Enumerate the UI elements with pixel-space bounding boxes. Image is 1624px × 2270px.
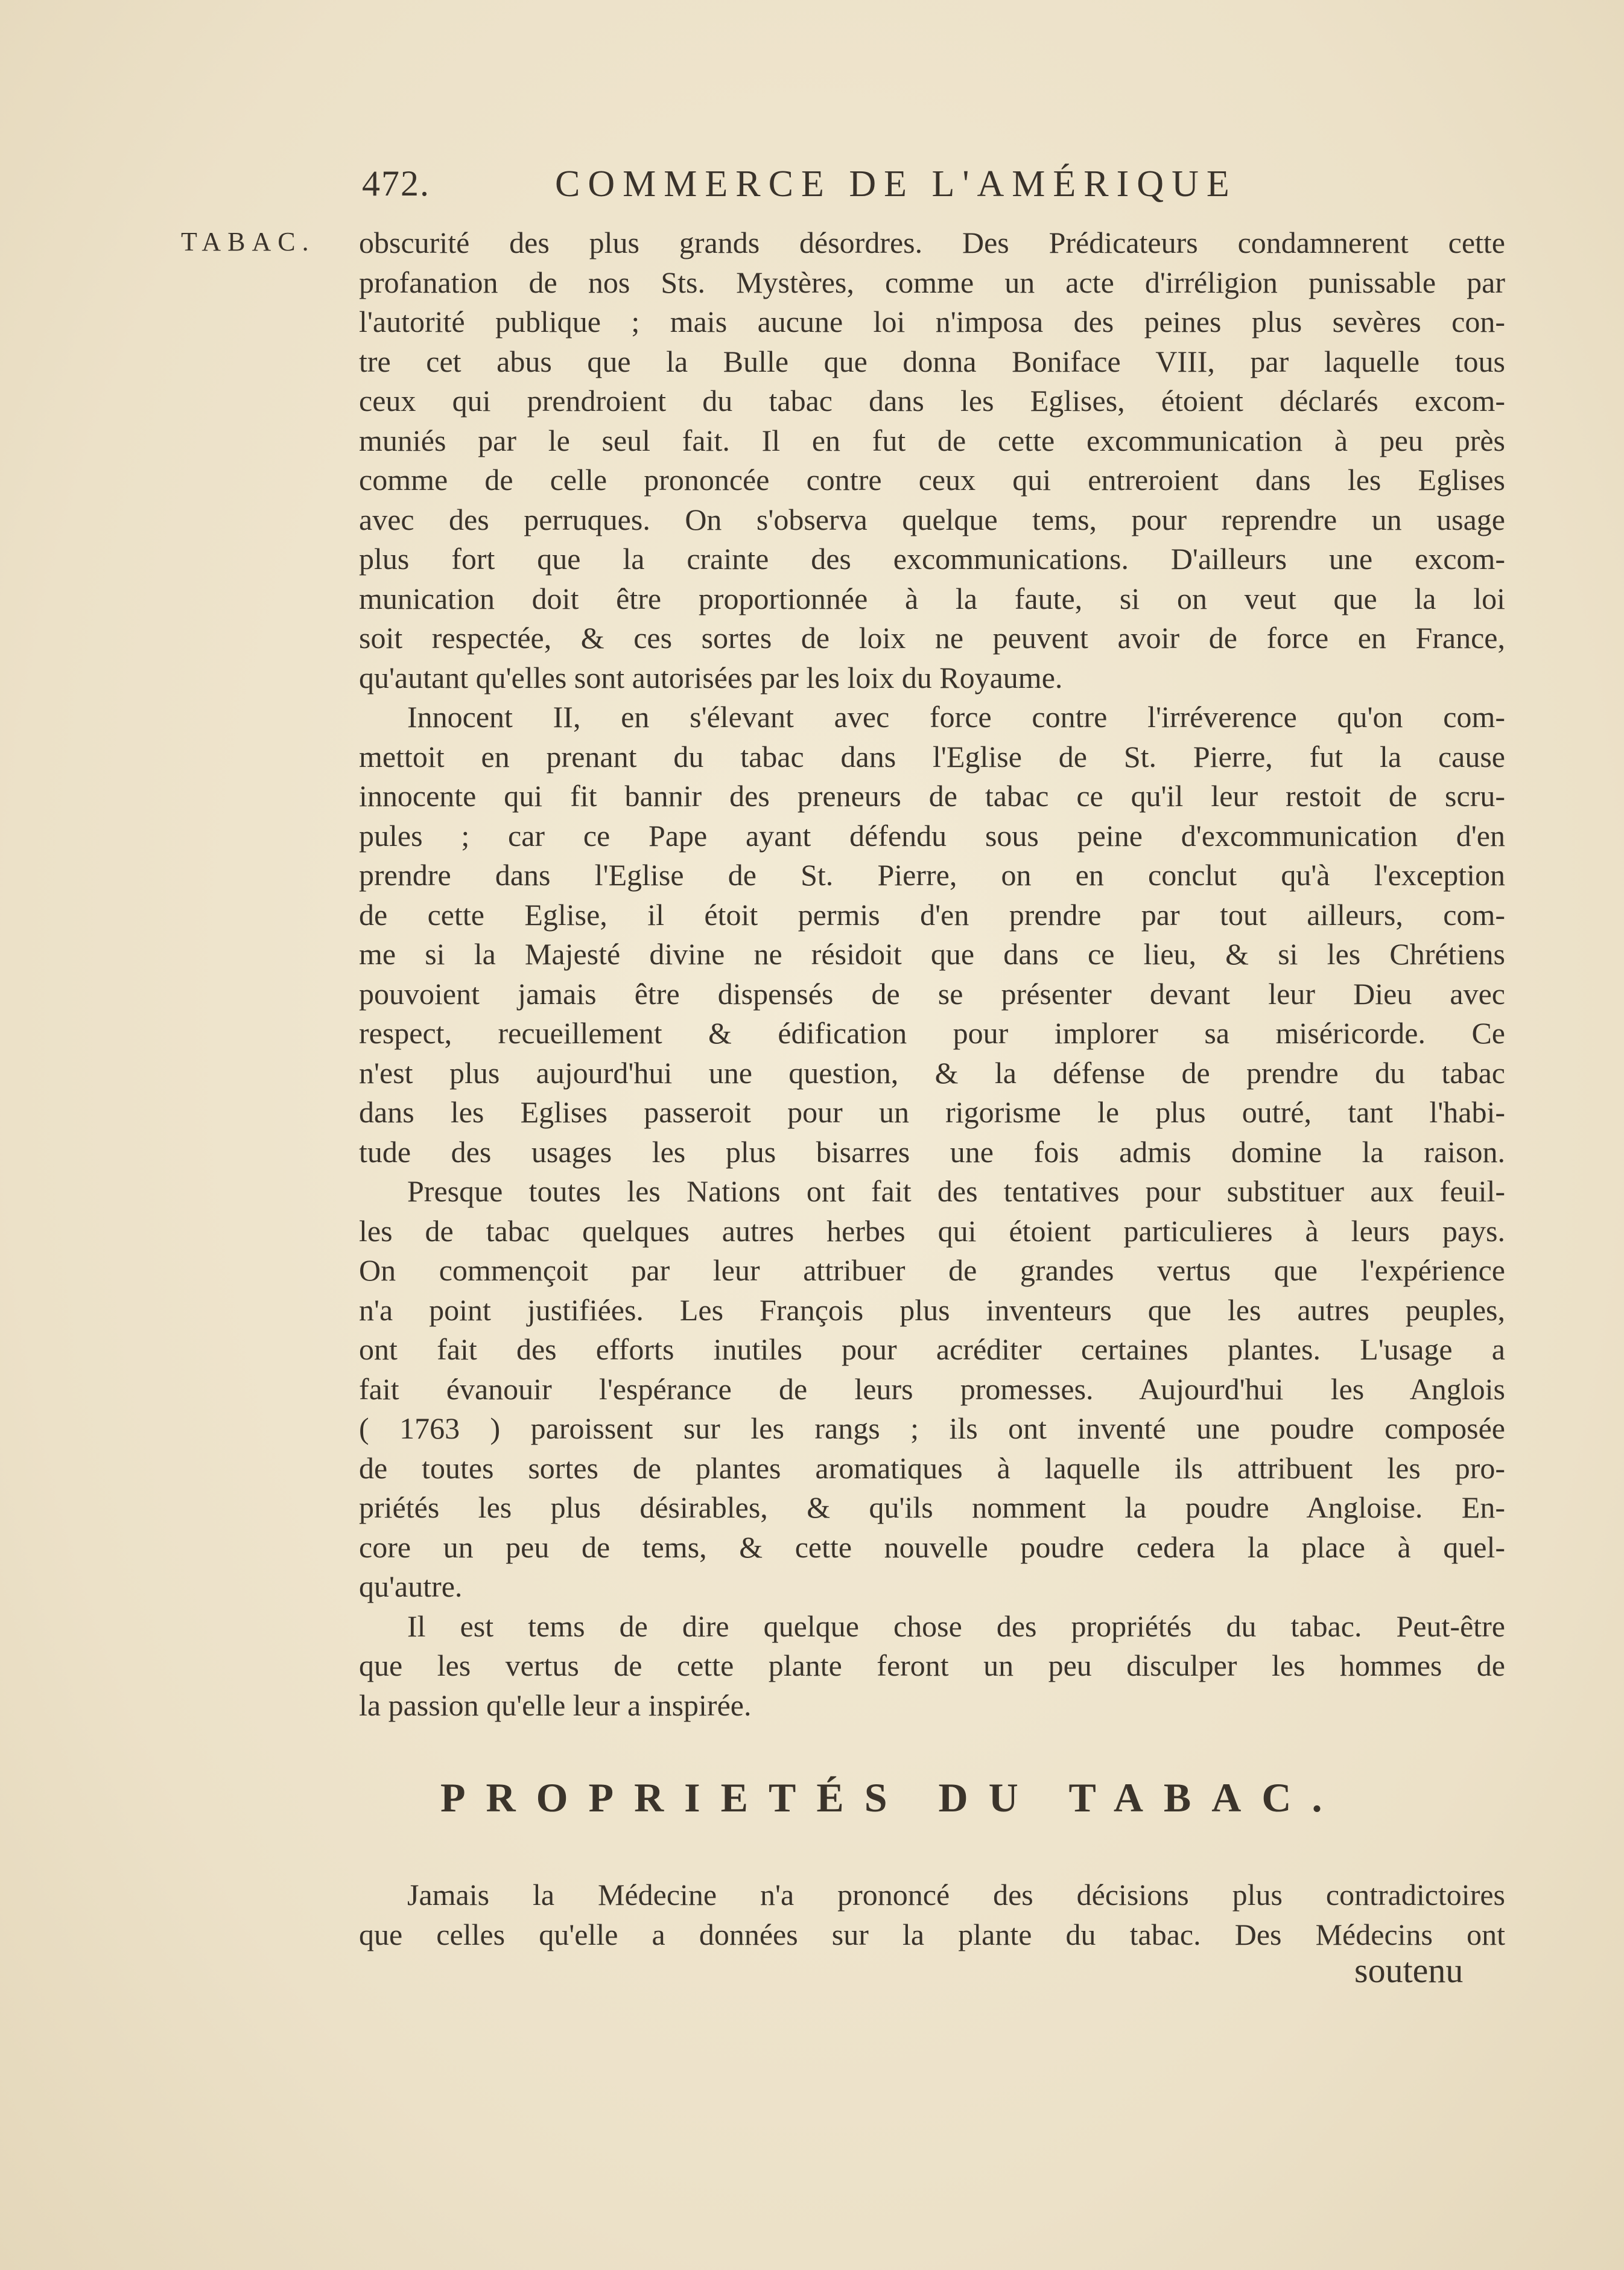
text-line: ont fait des efforts inutiles pour acréditer certaines plantes. L'usage a: [359, 1332, 1505, 1366]
text-line: fait évanouir l'espérance de leurs promesses. Aujourd'hui les Anglois: [359, 1372, 1505, 1406]
text-line: les de tabac quelques autres herbes qui étoient particulieres à leurs pays.: [359, 1213, 1505, 1248]
text-line: Innocent II, en s'élevant avec force contre l'irréverence qu'on com-: [407, 700, 1505, 734]
text-line: me si la Majesté divine ne résidoit que dans ce lieu, & si les Chrétiens: [359, 937, 1505, 971]
running-head: [362, 163, 1388, 211]
text-line: pouvoient jamais être dispensés de se présenter devant leur Dieu avec: [359, 976, 1505, 1011]
text-line: la passion qu'elle leur a inspirée.: [359, 1688, 752, 1722]
text-line: tre cet abus que la Bulle que donna Boniface VIII, par laquelle tous: [359, 344, 1505, 378]
text-line: soit respectée, & ces sortes de loix ne peuvent avoir de force en France,: [359, 621, 1505, 655]
text-line: que les vertus de cette plante feront un peu disculper les hommes de: [359, 1648, 1505, 1682]
text-line: qu'autre.: [359, 1569, 463, 1603]
text-line: munication doit être proportionnée à la faute, si on veut que la loi: [359, 581, 1505, 615]
section-heading: PROPRIETÉS DU TABAC.: [440, 1775, 1343, 1820]
text-line: pules ; car ce Pape ayant défendu sous peine d'excommunication d'en: [359, 818, 1505, 853]
text-line: On commençoit par leur attribuer de grandes vertus que l'expérience: [359, 1253, 1505, 1287]
text-line: core un peu de tems, & cette nouvelle poudre cedera la place à quel-: [359, 1530, 1505, 1564]
body-text: [359, 223, 1505, 1725]
text-line: respect, recueillement & édification pour implorer sa miséricorde. Ce: [359, 1016, 1505, 1050]
text-line: ceux qui prendroient du tabac dans les Eglises, étoient déclarés excom-: [359, 384, 1505, 418]
text-line: Il est tems de dire quelque chose des propriétés du tabac. Peut-être: [407, 1609, 1505, 1643]
text-line: n'est plus aujourd'hui une question, & la défense de prendre du tabac: [359, 1055, 1505, 1090]
text-line: mettoit en prenant du tabac dans l'Eglise de St. Pierre, fut la cause: [359, 739, 1505, 774]
text-line: innocente qui fit bannir des preneurs de tabac ce qu'il leur restoit de scru-: [359, 779, 1505, 813]
text-line: obscurité des plus grands désordres. Des Prédicateurs condamnerent cette: [359, 226, 1505, 259]
text-line: prendre dans l'Eglise de St. Pierre, on en conclut qu'à l'exception: [359, 858, 1505, 892]
text-line: comme de celle prononcée contre ceux qui entreroient dans les Eglises: [359, 463, 1505, 497]
text-line: priétés les plus désirables, & qu'ils nomment la poudre Angloise. En-: [359, 1490, 1505, 1524]
body-text-after-heading: [359, 1875, 1505, 1954]
text-line: l'autorité publique ; mais aucune loi n'imposa des peines plus sevères con-: [359, 305, 1505, 339]
text-line: n'a point justifiées. Les François plus inventeurs que les autres peuples,: [359, 1292, 1505, 1327]
text-line: que celles qu'elle a données sur la plante du tabac. Des Médecins ont: [359, 1917, 1505, 1951]
text-line: profanation de nos Sts. Mystères, comme un acte d'irréligion punissable par: [359, 265, 1505, 299]
margin-note: TABAC.: [181, 227, 316, 256]
text-line: de cette Eglise, il étoit permis d'en prendre par tout ailleurs, com-: [359, 897, 1505, 932]
text-line: plus fort que la crainte des excommunications. D'ailleurs une excom-: [359, 542, 1505, 576]
text-line: muniés par le seul fait. Il en fut de cette excommunication à peu près: [359, 423, 1505, 457]
running-title: COMMERCE DE L'AMÉRIQUE: [555, 164, 1237, 205]
text-line: tude des usages les plus bisarres une fois admis domine la raison.: [359, 1134, 1505, 1169]
text-line: qu'autant qu'elles sont autorisées par les loix du Royaume.: [359, 660, 1063, 695]
text-line: avec des perruques. On s'observa quelque tems, pour reprendre un usage: [359, 502, 1505, 536]
page-number: 472.: [362, 164, 430, 203]
text-line: dans les Eglises passeroit pour un rigorisme le plus outré, tant l'habi-: [359, 1095, 1505, 1129]
text-line: Presque toutes les Nations ont fait des tentatives pour substituer aux feuil-: [407, 1174, 1505, 1208]
text-line: de toutes sortes de plantes aromatiques à laquelle ils attribuent les pro-: [359, 1451, 1505, 1485]
catchword: soutenu: [1354, 1951, 1464, 1990]
text-line: Jamais la Médecine n'a prononcé des décisions plus contradictoires: [407, 1878, 1505, 1912]
text-line: ( 1763 ) paroissent sur les rangs ; ils ont inventé une poudre composée: [359, 1411, 1505, 1445]
